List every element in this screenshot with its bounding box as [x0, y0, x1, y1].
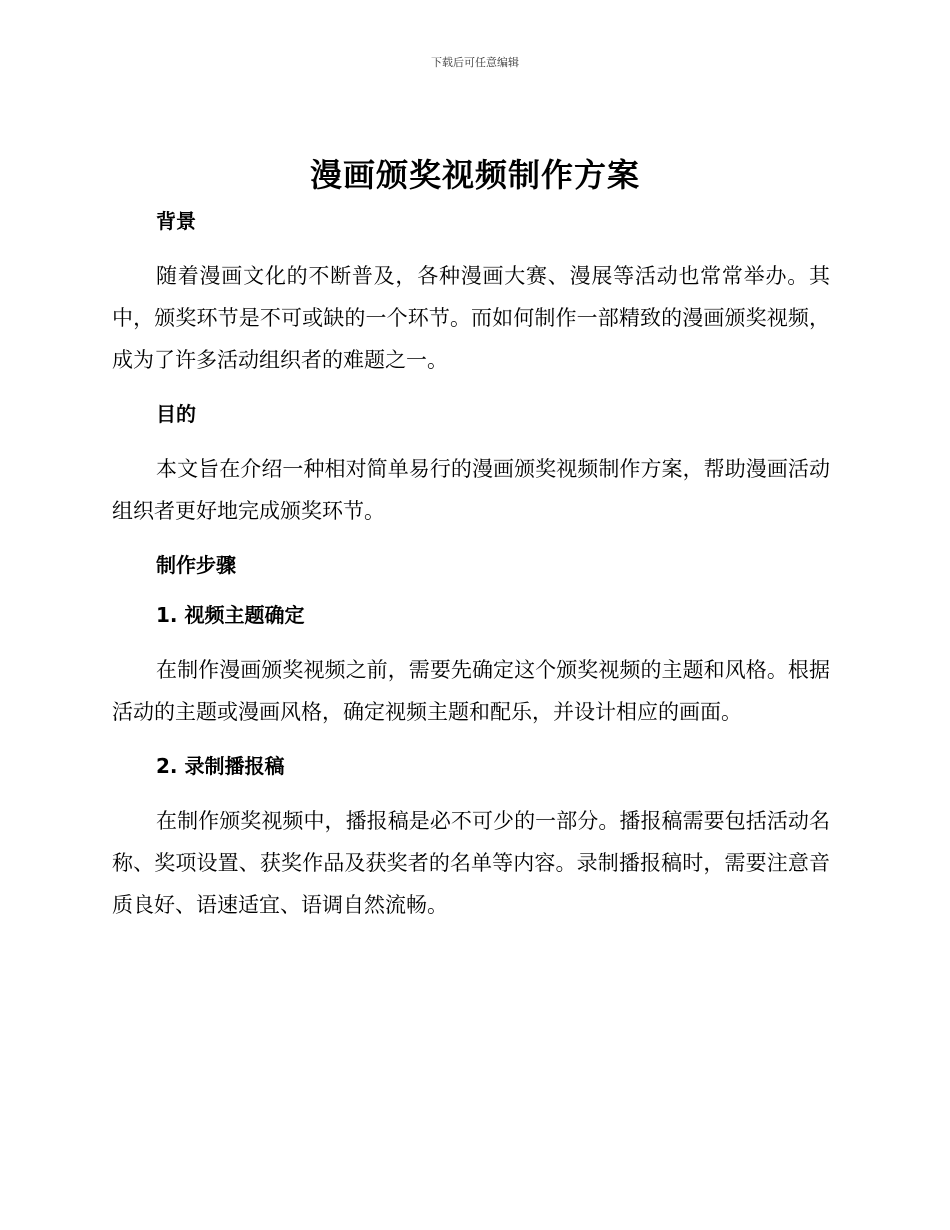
document-title: 漫画颁奖视频制作方案: [309, 156, 640, 194]
section-heading-step-1: 1. 视频主题确定: [156, 603, 305, 627]
section-heading-purpose: 目的: [156, 402, 196, 426]
page-header-note: 下载后可任意编辑: [431, 56, 519, 69]
section-heading-step-2: 2. 录制播报稿: [156, 754, 285, 778]
section-paragraph-step-2: 在制作颁奖视频中，播报稿是必不可少的一部分。播报稿需要包括活动名称、奖项设置、获奖作品及获奖者的名单等内容。录制播报稿时，需要注意音质良好、语速适宜、语调自然流畅。: [112, 809, 830, 917]
section-paragraph-step-1: 在制作漫画颁奖视频之前，需要先确定这个颁奖视频的主题和风格。根据活动的主题或漫画风格，确定视频主题和配乐，并设计相应的画面。: [112, 658, 830, 724]
section-heading-background: 背景: [156, 209, 196, 233]
section-paragraph-background: 随着漫画文化的不断普及，各种漫画大赛、漫展等活动也常常举办。其中，颁奖环节是不可或缺的一个环节。而如何制作一部精致的漫画颁奖视频，成为了许多活动组织者的难题之一。: [112, 264, 830, 372]
document-body: [112, 205, 830, 926]
section-heading-steps: 制作步骤: [156, 553, 236, 577]
section-paragraph-purpose: 本文旨在介绍一种相对简单易行的漫画颁奖视频制作方案，帮助漫画活动组织者更好地完成颁奖环节。: [112, 457, 830, 523]
